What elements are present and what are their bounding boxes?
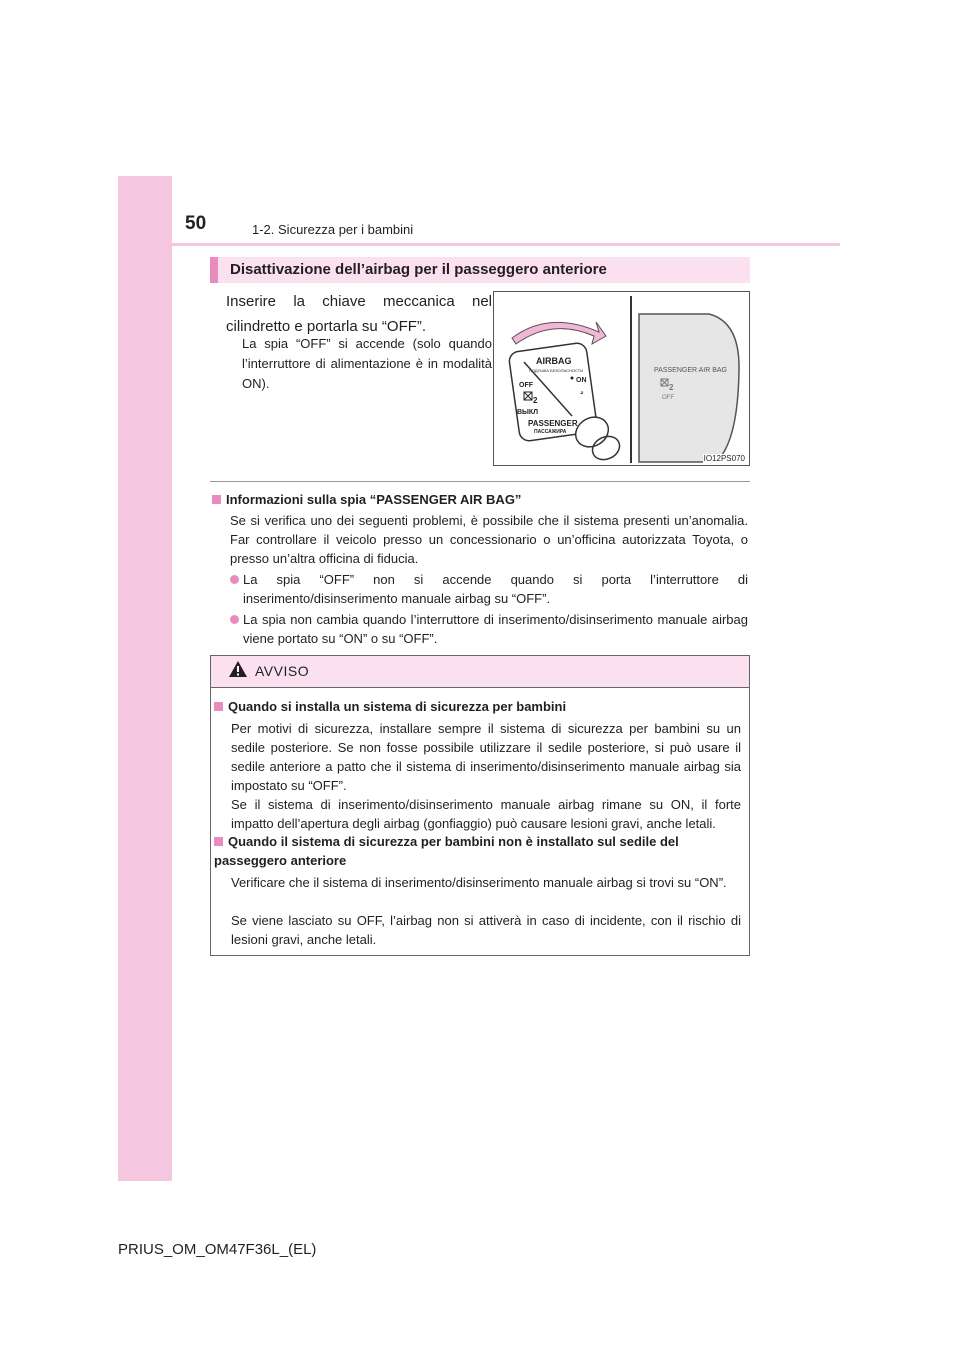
header-rule <box>172 243 840 246</box>
switch-label-passenger-ru: ПАССАЖИРА <box>534 429 567 435</box>
warning-label: AVVISO <box>255 663 310 679</box>
svg-text:₂: ₂ <box>580 387 584 396</box>
indicator-panel <box>639 314 739 462</box>
info-bullet-text: La spia “OFF” non si accende quando si porta l’interruttore di inserimento/disinserimento manuale airbag su “OFF”. <box>243 572 748 606</box>
info-heading-text: Informazioni sulla spia “PASSENGER AIR BAG” <box>226 492 522 507</box>
warning-header <box>211 656 749 688</box>
svg-text:2: 2 <box>533 396 538 405</box>
warning-heading-text: Quando si installa un sistema di sicurezza per bambini <box>228 699 567 714</box>
square-bullet-icon <box>214 837 223 846</box>
warning-heading-2 <box>214 832 742 870</box>
warning-paragraph: Verificare che il sistema di inserimento/disinserimento manuale airbag si trovi su “ON”. <box>231 875 727 890</box>
child-seat-on-icon <box>580 387 584 396</box>
circle-bullet-icon <box>230 615 239 624</box>
topic-title: Disattivazione dell’airbag per il passeggero anteriore <box>230 261 607 278</box>
switch-label-off: OFF <box>519 382 533 389</box>
intro-instruction: Inserire la chiave meccanica nel cilindretto e portarla su “OFF”. <box>226 293 492 335</box>
topic-title-bar <box>210 257 750 283</box>
on-dot <box>571 377 574 380</box>
airbag-switch-illustration <box>494 292 750 466</box>
switch-label-airbag: AIRBAG <box>536 356 572 366</box>
rotate-arrow-icon <box>512 322 606 344</box>
circle-bullet-icon <box>230 575 239 584</box>
svg-text:2: 2 <box>669 383 674 392</box>
square-bullet-icon <box>214 702 223 711</box>
figure-code: IO12PS070 <box>703 454 745 463</box>
intro-note: La spia “OFF” si accende (solo quando l’interruttore di alimentazione è in modalità ON). <box>242 336 492 391</box>
warning-heading-1 <box>214 697 742 716</box>
info-body: Se si verifica uno dei seguenti problemi, è possibile che il sistema presenti un’anomalia. Far controllare il veicolo presso un concessionario o un’officina autorizzata Toyota, o presso un’altra officina di fiducia. <box>230 513 748 566</box>
switch-label-airbag-ru: ПОДУШКА БЕЗОПАСНОСТИ <box>529 368 584 373</box>
indicator-label: PASSENGER AIR BAG <box>654 367 728 374</box>
warning-paragraph: Se il sistema di inserimento/disinserimento manuale airbag rimane su ON, il forte impatto dell’apertura degli airbag (gonfiaggio) può causare lesioni gravi, anche letali. <box>231 797 741 831</box>
footer-code: PRIUS_OM_OM47F36L_(EL) <box>118 1241 317 1258</box>
warning-box <box>210 655 750 956</box>
warning-triangle-icon <box>228 660 248 678</box>
section-title: 1-2. Sicurezza per i bambini <box>252 222 414 237</box>
warning-paragraph: Per motivi di sicurezza, installare sempre il sistema di sicurezza per bambini su un sedile posteriore. Se non fosse possibile utilizzare il sedile posteriore, si può usare il sedile anteriore a patto che il sistema di inserimento/disinserimento manuale airbag sia impostato su “OFF”. <box>231 721 741 793</box>
info-bullet-text: La spia non cambia quando l’interruttore di inserimento/disinserimento manuale airbag viene portato su “ON” o su “OFF”. <box>243 612 748 646</box>
switch-label-on: ON <box>576 377 587 384</box>
switch-label-vykl: ВЫКЛ <box>517 409 539 416</box>
square-bullet-icon <box>212 495 221 504</box>
switch-label-passenger: PASSENGER <box>528 419 578 428</box>
warning-heading-text: Quando il sistema di sicurezza per bambini non è installato sul sedile del passeggero anteriore <box>214 834 679 868</box>
indicator-off-label: OFF <box>662 395 674 401</box>
chapter-sidebar-tab <box>118 176 172 1181</box>
info-bullet-2 <box>230 610 748 648</box>
info-heading <box>212 492 521 507</box>
page-number: 50 <box>185 213 207 234</box>
info-bullet-1 <box>230 570 748 608</box>
section-separator <box>210 481 750 482</box>
warning-paragraph: Se viene lasciato su OFF, l’airbag non si attiverà in caso di incidente, con il rischio di lesioni gravi, anche letali. <box>231 913 741 947</box>
airbag-switch-figure <box>493 291 750 466</box>
